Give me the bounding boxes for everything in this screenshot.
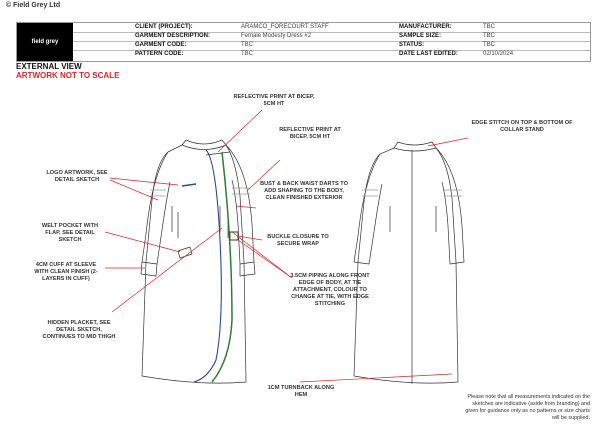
- note-edge-stitch: EDGE STITCH ON TOP & BOTTOM OF COLLAR STAND: [471, 120, 573, 133]
- garment-code-label: GARMENT CODE:: [135, 42, 187, 48]
- view-title: EXTERNAL VIEW: [16, 62, 82, 71]
- manufacturer-label: MANUFACTURER:: [399, 24, 452, 30]
- note-bust-darts: BUST & BACK WAIST DARTS TO ADD SHAPING TO THE BODY, CLEAN FINISHED EXTERIOR: [260, 181, 348, 201]
- brand-logo-text: field grey: [31, 39, 59, 45]
- front-dress-sketch: [141, 140, 255, 383]
- status-label: STATUS:: [399, 42, 425, 48]
- date-edited-label: DATE LAST EDITED:: [399, 51, 458, 57]
- status-value: TBC: [483, 42, 495, 48]
- note-piping: 3.5CM PIPING ALONG FRONT EDGE OF BODY, AT TIE ATTACHMENT, COLOUR TO CHANGE AT TIE, WITH EDGE STITCHING: [290, 273, 370, 307]
- date-edited-value: 02/10/2024: [483, 51, 514, 57]
- disclaimer-text: Please note that all measurements indicated on the sketches are indicative (aside from branding) and given for guidance only as no patterns or size charts will be supplied.: [465, 394, 590, 421]
- back-dress-sketch: [354, 142, 464, 384]
- pattern-code-label: PATTERN CODE:: [135, 51, 184, 57]
- sample-size-value: TBC: [483, 33, 495, 39]
- scale-warning: ARTWORK NOT TO SCALE: [16, 71, 120, 80]
- description-value: Female Modesty Dress #2: [241, 33, 312, 39]
- note-turnback: 1CM TURNBACK ALONG HEM: [267, 385, 335, 398]
- garment-code-value: TBC: [241, 42, 253, 48]
- note-reflective-print-1: REFLECTIVE PRINT AT BICEP, 5CM HT: [233, 94, 315, 107]
- note-buckle-closure: BUCKLE CLOSURE TO SECURE WRAP: [267, 234, 329, 247]
- sample-size-label: SAMPLE SIZE:: [399, 33, 442, 39]
- client-value: ARAMCO_FORECOURT STAFF: [241, 24, 329, 30]
- manufacturer-value: TBC: [483, 24, 495, 30]
- pattern-code-value: TBC: [241, 51, 253, 57]
- note-welt-pocket: WELT POCKET WITH FLAP, SEE DETAIL SKETCH: [41, 223, 99, 243]
- description-label: GARMENT DESCRIPTION:: [135, 33, 210, 39]
- note-logo-artwork: LOGO ARTWORK, SEE DETAIL SKETCH: [46, 170, 108, 183]
- copyright-text: © Field Grey Ltd: [6, 2, 61, 9]
- client-label: CLIENT (PROJECT):: [135, 24, 193, 30]
- note-cuff: 4CM CUFF AT SLEEVE WITH CLEAN FINISH (2-LAYERS IN CUFF): [34, 262, 98, 282]
- note-hidden-placket: HIDDEN PLACKET, SEE DETAIL SKETCH, CONTINUES TO MID THIGH: [42, 320, 116, 340]
- note-reflective-print-2: REFLECTIVE PRINT AT BICEP, 5CM HT: [279, 127, 341, 140]
